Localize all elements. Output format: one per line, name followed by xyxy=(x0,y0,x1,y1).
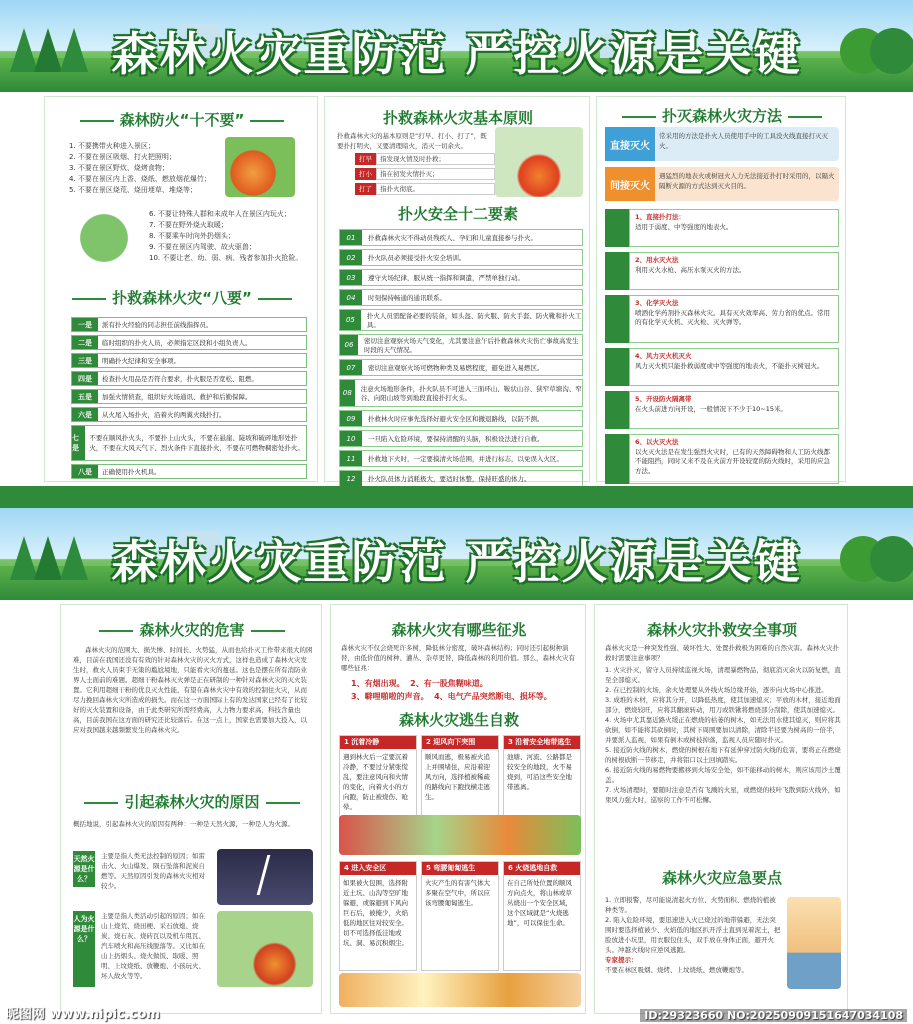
escape-illustration-row2 xyxy=(339,973,581,1007)
escape-title: 森林火灾逃生自救 xyxy=(398,711,519,729)
signs-title: 森林火灾有哪些征兆 xyxy=(391,621,527,639)
emergency-list: 1. 立即报警，尽可能说清起火方位、火势面积、燃烧的植被种类等。 2. 陷入危险环境，要迅速进入火已烧过的地带躲避，无法突围时要选择植被少、火焰低的地区扒开浮土直到见着泥土，把脸放进小坑里，用衣服包住头，双手放在身体正面，避开火头。冲越火线时应逆风逃跑。 专家提示： 不要在林区吸烟、烧烤、上坟烧纸、燃放鞭炮等。 xyxy=(605,896,781,974)
panel-safety xyxy=(594,604,848,1014)
natural-text: 主要是指人类无法控制的原因；如雷击火、火山爆发、陨石坠落和泥炭自燃等。天然原因引发的森林火灾相对较少。 xyxy=(101,852,205,890)
harm-text: 森林火灾的范围大、损失惨、时间长、火势猛，从而也给扑灭工作带来很大的困难，目前在我国还没有有效的针对森林火灾的灭火方式，这样也造成了森林火灾发生时，救火人员束手无策的尴尬境地，只能看火灾的蔓延。这也是摆在所有消防业界人士面前的难题。超细干粉森林灭火弹是正在研制的一种针对森林火灾的灭火装置。它利用超细干粉的优良灭火性能，有望在森林火灾中有效的控制住火灾，从而尽力挽回森林火灾所造成的损失。而在这一方面国际上有的发达国家已经有了比较好的灭火装置和设备，由于此类研究所需经费高，人力物力要求高，科技含量也高，目前我国在这方面的研究还比较落后。在这一点上，国家也需要加大投入，以应对我国越来越频繁发生的森林火灾。 xyxy=(73,646,313,734)
banner-bottom xyxy=(0,508,913,600)
twelve-rules-title: 扑火安全十二要素 xyxy=(397,205,518,223)
eight-musts-list: 一是 派有扑火经验的同志担任前线指挥员。 二是 临时组织的扑火人员，必须指定区段和小组负责人。 三是 明确扑火纪律和安全事项。 四是 检查扑火用品是否符合要求，扑火服是否宽松、阻燃。 五是 加强火情侦查，组织好火场通讯、救护和后勤保障。 六是 从火尾入场扑火，沿着火的两翼火线扑打。 七是 不要在顺风扑火头，不要扑上山火头，不要在悬崖、陡坡和破碎地形处扑火，不要在大风天气下、烈火条件下直接扑火，不要在可燃物稠密处扑火。 八是 正确使用扑火机具。 xyxy=(71,317,307,482)
safety-title: 森林火灾扑救安全事项 xyxy=(646,621,797,639)
human-text: 主要是指人类活动引起的原因；如在山上烧荒、烧田梗、采石放炮、烧炭、烧石灰、烧砖瓦以及机车甩瓦、汽车喷火和高压线脱落等。又比如在山上扔烟头、烧火做饭、取暖、照明、上坟烧纸、放鞭炮、小孩玩火、坏人故火等等。 xyxy=(101,912,205,980)
human-tag: 人为火源是什么？ xyxy=(73,911,95,987)
watermark-site: 昵图网 www.nipic.com xyxy=(6,1007,160,1022)
safety-intro: 森林火灾是一种突发性强、破坏性大、处置扑救极为困难的自然灾害。森林火灾扑救时需要注意事项？ xyxy=(605,644,839,662)
panel-signs xyxy=(330,604,586,1014)
signs-intro: 森林火灾不仅会烧死许多树，降低林分密度，破坏森林结构；同时还引起树种演替，由低价值的树种、灌丛、杂草更替，降低森林的利用价值。那么，森林火灾有哪些征兆： xyxy=(341,644,575,672)
ten-donts-list-a: 1. 不要携带火种进入景区； 2. 不要在景区吸烟、打火把照明； 3. 不要在景区野炊、烧烤食物； 4. 不要在景区内上香、烧纸、燃放烟花爆竹； 5. 不要在景区烧荒、烧田埂草、堆烧等； xyxy=(69,142,211,194)
escape-card-4: 4 进入安全区 如果被火包围，选择附近土坑、山沟等空旷地躲避，或躲避到下风向巨石后，被掩少，火焰低的地区往对较安全。切不可选择低洼地或坑、洞、易沉积烟尘。 xyxy=(339,861,417,971)
ten-donts-list-b: 6. 不要让特殊人群和未成年人在景区内玩火； 7. 不要在野外烧火取暖； 8. 不要乘车时向外扔烟头； 9. 不要在景区内驾驶、故火驱兽； 10. 不要让老、幼、弱、病、残者参加扑火抢险。 xyxy=(149,210,303,262)
phone-girl-illustration xyxy=(787,897,841,989)
board-bottom xyxy=(0,508,913,1024)
banner-title-bottom: 森林火灾重防范 严控火源是关键 xyxy=(111,535,802,589)
escape-illustration-row1 xyxy=(339,815,581,855)
signs-list: 1、有烟出现。 2、有一股焦糊味道。 3、噼哩啪啦的声音。 4、电气产品突然断电、损坏等。 xyxy=(351,679,552,701)
kids-illustration xyxy=(69,207,139,269)
watermark-id: ID:29323660 NO:20250909151647034108 xyxy=(640,1009,907,1022)
methods-title: 扑灭森林火灾方法 xyxy=(597,105,847,126)
panel-ten-donts xyxy=(44,96,318,482)
escape-card-6: 6 火烧逃地自救 在自己所处位置的顺风方向点火，将山林或草丛烧出一个安全区域，这个区域就是“火烧逃地”，可以保住生命。 xyxy=(503,861,581,971)
eight-musts-title: 扑救森林火灾“八要” xyxy=(45,287,319,308)
emergency-title: 森林火灾应急要点 xyxy=(661,869,782,887)
cause-intro: 概括地说，引起森林火灾的原因有两种：一种是天然火源，一种是人为火源。 xyxy=(73,820,294,828)
principles-intro: 扑救森林火灾的基本原则是“打早、打小、打了”，既要扑打明火，又要清理暗火，消灭一切余火。 xyxy=(337,132,487,150)
fire-illustration xyxy=(225,137,295,197)
escape-card-5: 5 弯腰匍匐逃生 火灾产生的有害气体大多聚在空气中，所以应该弯腰匍匐逃生。 xyxy=(421,861,499,971)
lightning-illustration xyxy=(217,849,313,905)
panel-harm xyxy=(60,604,322,1014)
escape-card-1: 1 沉着冷静 遇到林火后一定要沉着冷静，不要过分紧张慌乱，要注意风向和火情的变化，向着火小的方向跑，防止被烧伤、呛晕。 xyxy=(339,735,417,845)
indirect-method: 间接灭火 遇猛烈的地表火或树冠火人力无法接近扑打时采用的，以隔火隔断火源的方式达到灭火目的。 xyxy=(605,167,839,201)
board-top xyxy=(0,0,913,498)
banner-top xyxy=(0,0,913,92)
escape-card-2: 2 迎风向下突围 顺风而逃，极易被火追上并围堵住，应沿着迎风方向，选择植被稀疏的路线向下跑找横走逃生。 xyxy=(421,735,499,845)
panel-principles xyxy=(324,96,590,482)
twelve-rules-list: 01 扑救森林火灾不得动员残疾人、孕妇和儿童直接参与扑火。 02 扑火队员必须接受扑火安全培训。 03 遵守火场纪律，服从统一指挥和调遣，严禁单独行动。 04 时刻保持畅通的通讯联系。 05 扑火人员需配备必要的装备，如头盔、防火服、防火手套、防火靴和扑火工具。 06 密切注意观察火场天气变化，尤其要注意午后扑救森林火灾伤亡事故高发生时段的天气情况。 07 密切注意观察火场可燃物种类及易燃程度，避免进入易燃区。 08 注意火场地形条件，扑火队员不可进入三面环山、鞍状山谷、狭窄草塘沟、窄谷、向阳山坡等到地段直接扑打火头。 09 扑救林火时应事先选择好避火安全区和撤退路线，以防不测。 10 一旦陷入危险环境，要保持清醒的头脑，积极设法进行自救。 11 扑救地下火时，一定要摸清火场范围，并进行标志，以免误入火区。 12 扑火队员体力消耗极大，要适时休整，保持旺盛的体力。 xyxy=(339,229,583,490)
harm-title: 森林火灾的危害 xyxy=(61,619,323,640)
cause-title: 引起森林火灾的原因 xyxy=(61,791,323,812)
escape-card-3: 3 沿着安全地带逃生 池塘、河流、公路都是较安全的地段，火不易烧到，可沿这些安全地带逃离。 xyxy=(503,735,581,845)
natural-tag: 天然火源是什么？ xyxy=(73,851,95,887)
safety-list: 1. 火灾扑灭，留守人员持续监视火场，清理暴燃物品，彻底消灭余火以防复燃，直至全部熄灭。 2. 在已控制的火场，余火处理要从外线火场边缘开始，逐步向火场中心推进。 3. 成堆的木材，应将其分开，以降低热度，使其加速熄灭；平放的木材，接近地面部分，燃烧较旺，应将其翻滚转动，用刀或铁锹将燃烧部分刮除，使其加速熄灭。 4. 火场中尤其靠近路火缓正在燃烧的枯萎的树木，如无法用水使其熄灭，则应将其砍倒，如不能将其砍倒时，其树下周围要加以清除，清除半径要为树高的一倍半，并要派人监视，如果有倒木或树枝掉落，监视人员应随时扑灭。 5. 接近防火线的树木，燃烧的树根在地下有延伸穿过防火线的危害，要将正在燃烧的树根砍断一节移走，并将铝口以土回填踏实。 6. 接近防火线的易燃物要搬移到火场安全处，如不能移动的树木，则应该用沙土覆盖。 7. 火场清理时，要随时注意是否有飞溅的火星，或燃烧的枝叶飞散到防火线外，如果风力强大时，巡察的工作不可松懈。 xyxy=(605,666,841,804)
direct-method: 直接灭火 常采用的方法是扑火人员使用手中的工具没火线直接打灭灭火。 xyxy=(605,127,839,161)
ten-donts-title: 森林防火“十不要” xyxy=(45,109,319,130)
principles-list: 打早 指发现火情及时扑救； 打小 指在初发火情扑灭； 打了 指扑火彻底。 xyxy=(355,153,495,195)
strip-top xyxy=(0,486,913,498)
firefighter-illustration xyxy=(495,127,583,197)
principles-title: 扑救森林火灾基本原则 xyxy=(382,109,533,127)
banner-title: 森林火灾重防范 严控火源是关键 xyxy=(111,27,802,81)
panel-methods xyxy=(596,96,846,482)
methods-list: 1、直接扑打法： 适用于弱度、中等强度的地表火。 2、用水灭火法 利用灭火水枪、高压水泵灭火的方法。 3、化学灭火法 喷洒化学药剂扑灭森林火灾。具有灭火效率高、劳力省的优点。常用的有化学灭火机、灭火枪、灭火弹等。 4、风力灭火机灭火 风力灭火机只能扑救弱度或中等强度的地表火，不能扑灭树冠火。 5、开设防火隔离带 在火头前进方向开设，一般情况下不少于10~15米。 6、以火灭火法 以火灭火法是在发生强烈火灾时，已有的天然障碍物和人工防火线都不能阻挡，同时又来不及在火前方开设较宽的防火线时，采用的应急方法。 xyxy=(605,209,839,489)
campfire-illustration xyxy=(217,911,313,987)
